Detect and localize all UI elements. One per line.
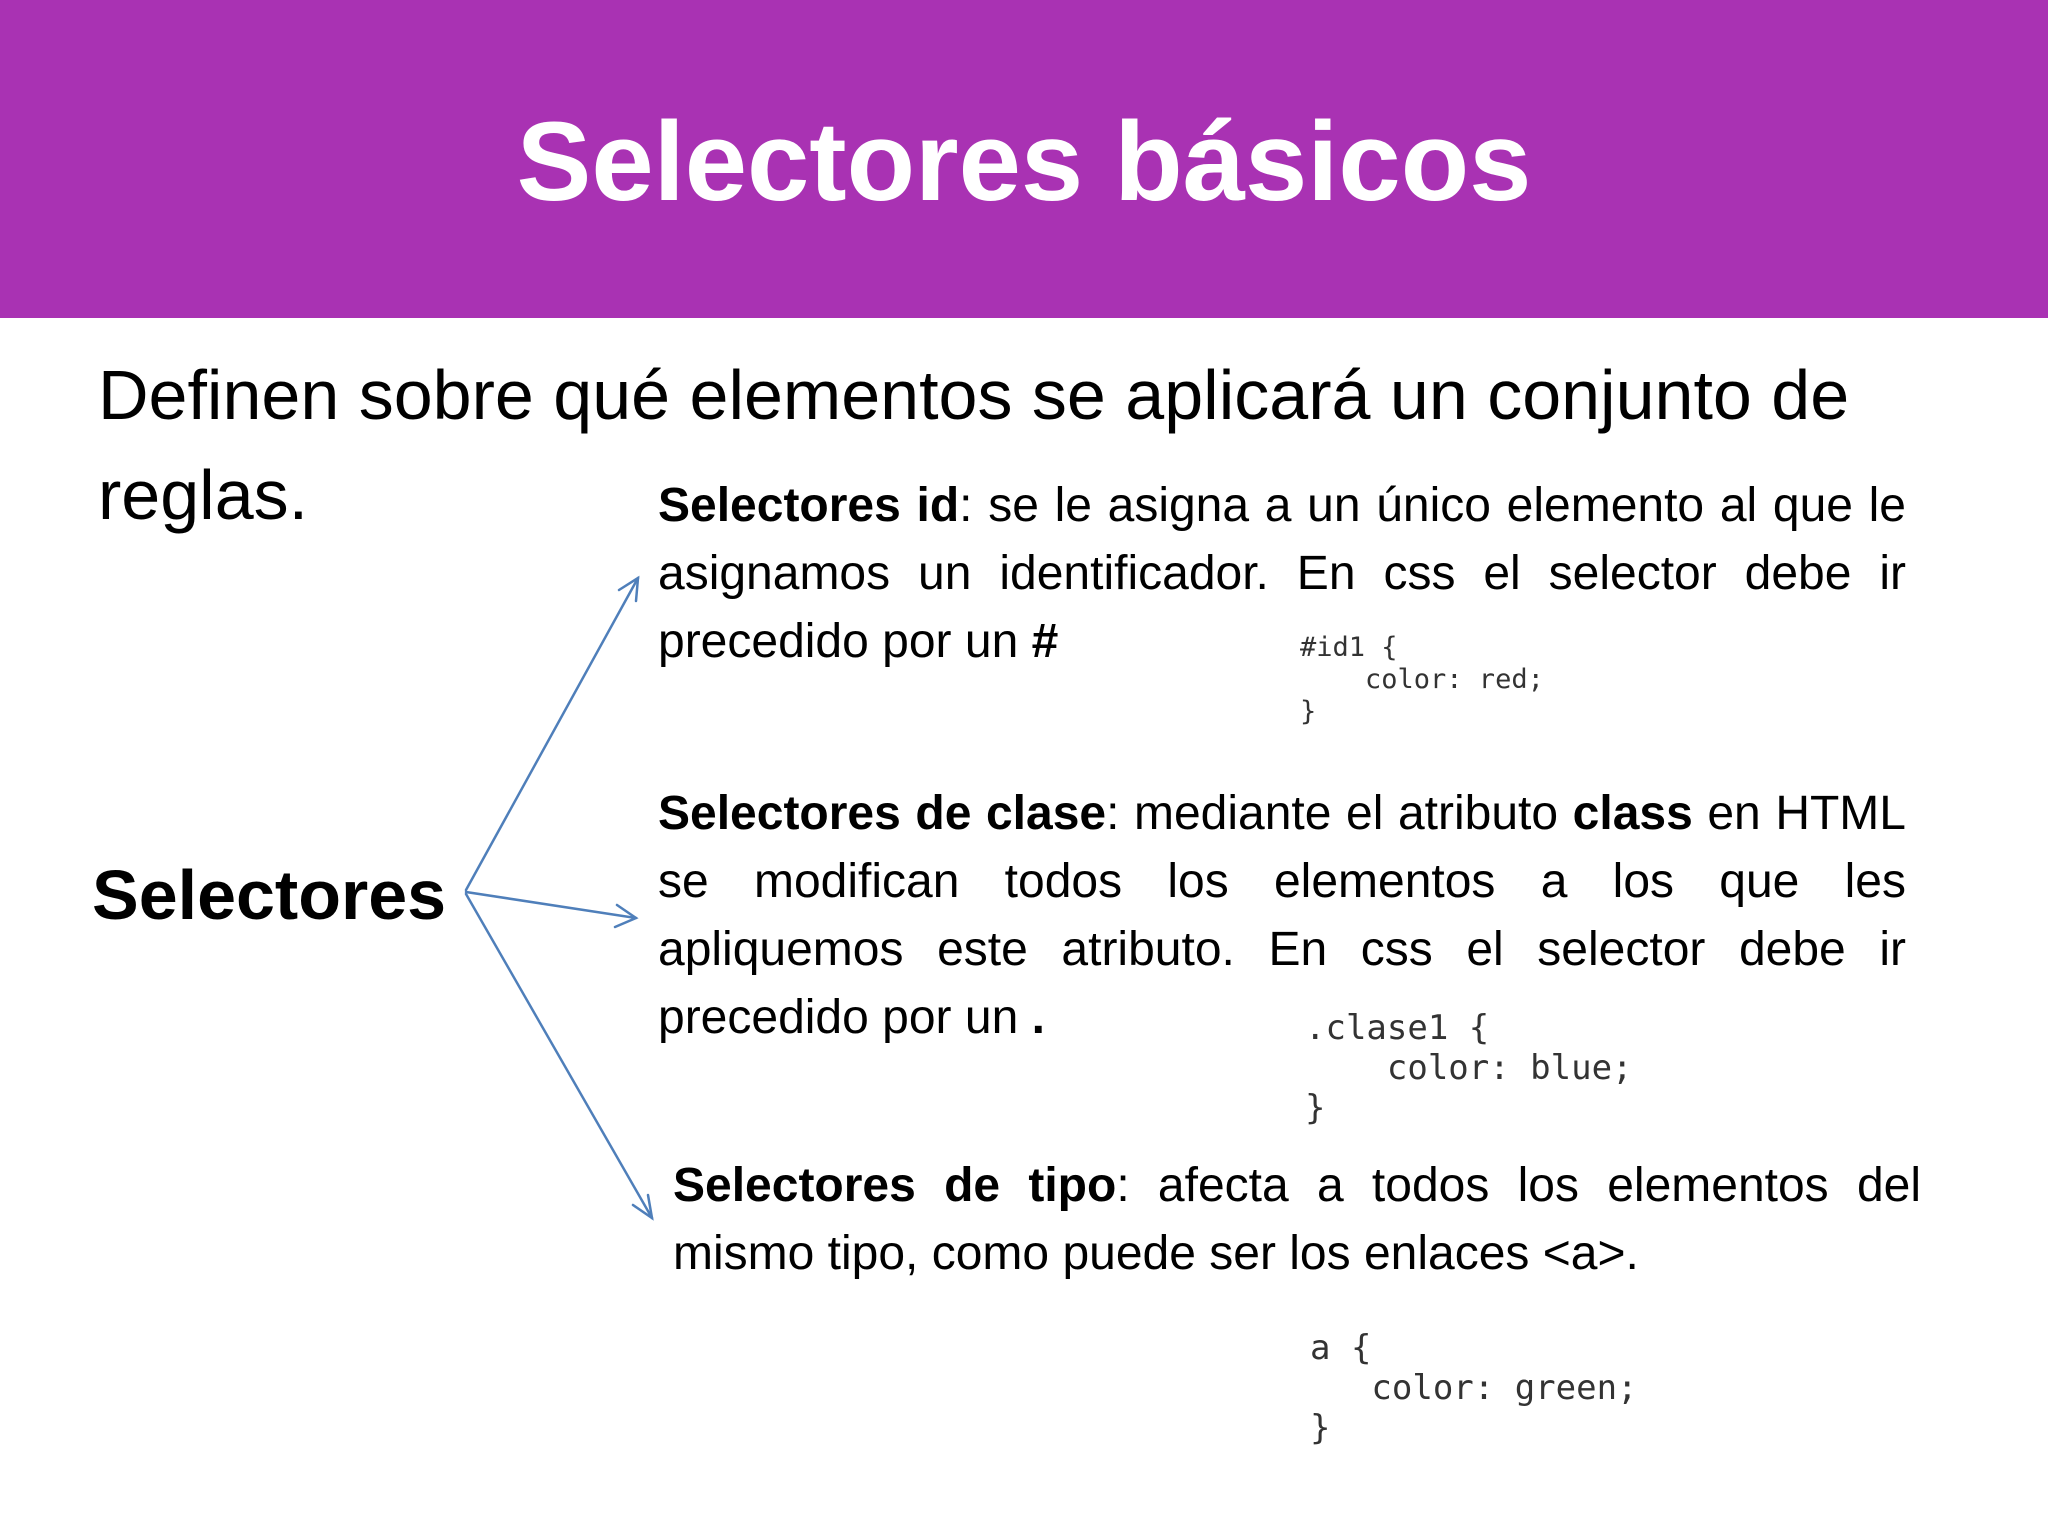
slide-title: Selectores básicos	[516, 99, 1532, 224]
class-selector-text-b: en HTML se modifican todos los elementos a los que les apliquemos este atributo. En css el selector debe ir precedido por un	[658, 787, 1906, 1044]
class-selector-description	[658, 780, 1906, 1052]
class-selector-code: .clase1 { color: blue; }	[1305, 1008, 1633, 1128]
arrow-to-class	[466, 892, 636, 918]
type-selector-text: : afecta a todos los elementos del mismo tipo, como puede ser los enlaces <a>.	[673, 1159, 1921, 1280]
id-symbol: #	[1031, 615, 1059, 668]
id-selector-code: #id1 { color: red; }	[1300, 632, 1544, 727]
id-selector-term: Selectores id	[658, 479, 960, 532]
arrowhead-type	[633, 1195, 652, 1218]
arrow-to-id	[466, 578, 638, 890]
intro-text: Definen sobre qué elementos se aplicará un conjunto de reglas.	[98, 356, 1850, 534]
type-selector-code: a { color: green; }	[1310, 1328, 1638, 1448]
class-selector-text-a: : mediante el atributo	[1106, 787, 1573, 840]
type-selector-description	[673, 1152, 1921, 1288]
class-selector-term: Selectores de clase	[658, 787, 1107, 840]
arrow-to-type	[466, 894, 652, 1218]
class-keyword: class	[1572, 787, 1693, 840]
id-selector-text: : se le asigna a un único elemento al que le asignamos un identificador. En css el selector debe ir precedido por un	[658, 479, 1907, 668]
class-symbol: .	[1031, 991, 1045, 1044]
type-selector-term: Selectores de tipo	[673, 1159, 1117, 1212]
selectors-root-label: Selectores	[92, 856, 447, 934]
id-selector-description	[658, 472, 1906, 676]
